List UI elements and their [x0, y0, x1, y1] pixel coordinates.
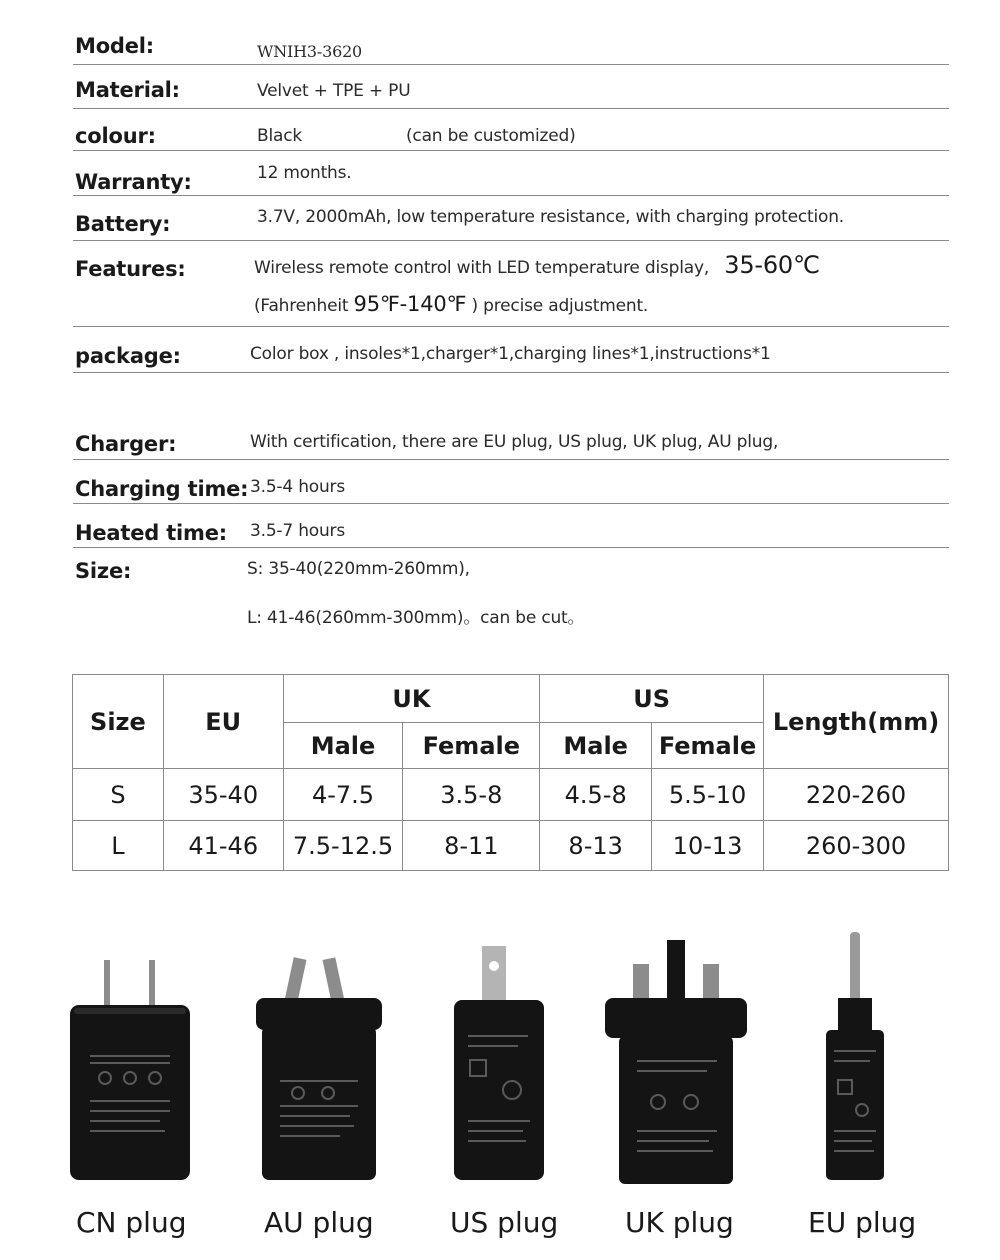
cell-eu: 41-46: [163, 821, 283, 871]
cn-plug-icon: [60, 950, 200, 1190]
spec-features-celsius: 35-60℃: [724, 251, 820, 279]
spec-row-battery: [73, 204, 949, 241]
spec-row-charging-time: [73, 472, 949, 504]
spec-features-pre: (Fahrenheit: [254, 296, 349, 316]
header-us: US: [540, 675, 764, 723]
spec-row-features: [73, 248, 949, 327]
spec-label-material: Material:: [75, 78, 180, 102]
cell-length: 220-260: [764, 769, 949, 821]
spec-label-size: Size:: [75, 559, 132, 583]
spec-value-charging-time: 3.5-4 hours: [250, 477, 345, 497]
plug-label-uk: UK plug: [625, 1206, 734, 1239]
header-uk-female: Female: [403, 723, 540, 769]
spec-row-warranty: [73, 160, 949, 196]
plug-label-au: AU plug: [264, 1206, 374, 1239]
spec-row-heated-time: [73, 516, 949, 548]
plug-eu: [800, 930, 920, 1250]
spec-label-warranty: Warranty:: [75, 170, 192, 194]
eu-plug-icon: [800, 930, 920, 1190]
header-us-male: Male: [540, 723, 652, 769]
plug-us: [440, 940, 560, 1250]
au-plug-icon: [250, 950, 390, 1190]
spec-row-material: [73, 76, 949, 109]
spec-value-size-s: S: 35-40(220mm-260mm),: [247, 559, 470, 579]
cell-uk-male: 4-7.5: [283, 769, 403, 821]
spec-value-warranty: 12 months.: [257, 163, 352, 183]
cell-us-male: 8-13: [540, 821, 652, 871]
spec-row-charger: [73, 427, 949, 460]
spec-label-heated-time: Heated time:: [75, 521, 227, 545]
spec-label-charger: Charger:: [75, 432, 177, 456]
spec-value-charger: With certification, there are EU plug, US plug, UK plug, AU plug,: [250, 432, 779, 452]
cell-size: L: [73, 821, 164, 871]
us-plug-icon: [440, 940, 560, 1190]
spec-features-post: ) precise adjustment.: [471, 296, 649, 316]
cell-us-female: 5.5-10: [652, 769, 764, 821]
spec-row-size: [73, 556, 949, 636]
spec-value-colour: Black: [257, 126, 302, 146]
cell-eu: 35-40: [163, 769, 283, 821]
spec-row-model: [73, 32, 949, 65]
cell-length: 260-300: [764, 821, 949, 871]
header-eu: EU: [163, 675, 283, 769]
spec-features-fahrenheit: 95℉-140℉: [353, 292, 467, 316]
plug-uk: [603, 940, 753, 1250]
uk-plug-icon: [603, 940, 753, 1190]
table-row: [73, 769, 949, 821]
spec-label-model: Model:: [75, 34, 154, 58]
spec-label-package: package:: [75, 344, 181, 368]
plug-gallery: [0, 920, 1000, 1260]
cell-uk-female: 3.5-8: [403, 769, 540, 821]
size-chart-table: [72, 674, 949, 871]
plug-label-cn: CN plug: [76, 1206, 187, 1239]
spec-note-colour: (can be customized): [406, 126, 576, 146]
plug-cn: [60, 950, 200, 1250]
plug-au: [250, 950, 390, 1250]
cell-size: S: [73, 769, 164, 821]
header-uk: UK: [283, 675, 540, 723]
spec-value-size-l: L: 41-46(260mm-300mm)。can be cut。: [247, 608, 585, 628]
spec-value-material: Velvet + TPE + PU: [257, 81, 411, 101]
spec-features-line2: [254, 292, 648, 316]
cell-us-female: 10-13: [652, 821, 764, 871]
spec-value-heated-time: 3.5-7 hours: [250, 521, 345, 541]
spec-label-features: Features:: [75, 257, 186, 281]
spec-label-battery: Battery:: [75, 212, 171, 236]
header-size: Size: [73, 675, 164, 769]
spec-row-colour: [73, 120, 949, 151]
spec-features-text: Wireless remote control with LED temperature display,: [254, 258, 710, 278]
cell-uk-female: 8-11: [403, 821, 540, 871]
header-length: Length(mm): [764, 675, 949, 769]
spec-value-model: WNIH3-3620: [257, 42, 363, 61]
header-uk-male: Male: [283, 723, 403, 769]
header-us-female: Female: [652, 723, 764, 769]
spec-label-colour: colour:: [75, 124, 156, 148]
cell-uk-male: 7.5-12.5: [283, 821, 403, 871]
spec-value-package: Color box , insoles*1,charger*1,charging lines*1,instructions*1: [250, 344, 771, 364]
table-header-row: [73, 675, 949, 723]
table-row: [73, 821, 949, 871]
plug-label-us: US plug: [450, 1206, 559, 1239]
spec-label-charging-time: Charging time:: [75, 477, 249, 501]
plug-label-eu: EU plug: [808, 1206, 917, 1239]
cell-us-male: 4.5-8: [540, 769, 652, 821]
spec-features-line1: [254, 251, 820, 279]
spec-row-package: [73, 338, 949, 373]
spec-value-battery: 3.7V, 2000mAh, low temperature resistance, with charging protection.: [257, 207, 845, 227]
